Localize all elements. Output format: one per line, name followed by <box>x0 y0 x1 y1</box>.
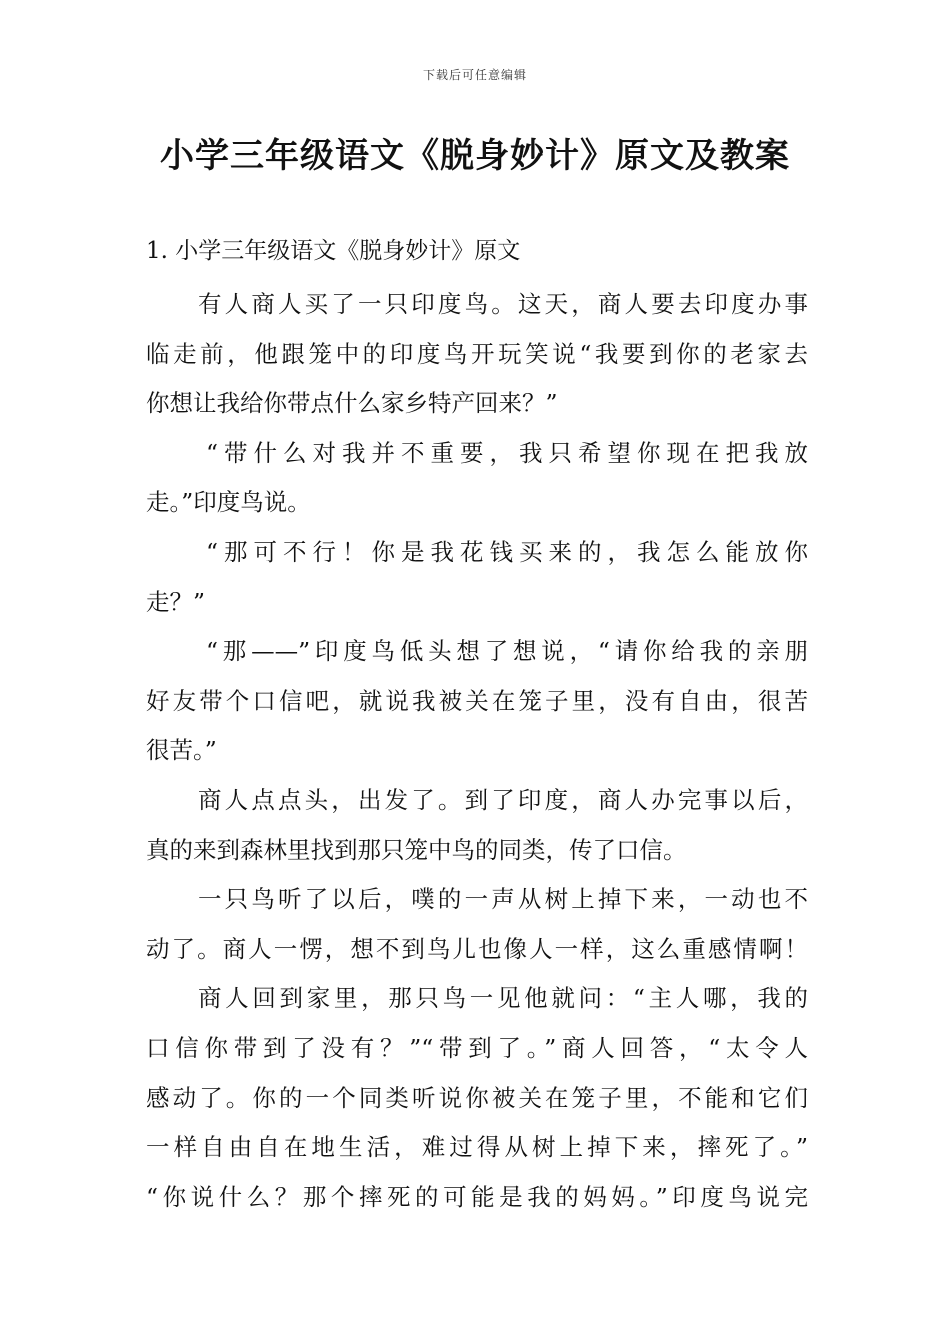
text-line: 商人点点头，出发了。到了印度，商人办完事以后， <box>198 785 808 814</box>
text-line: 一样自由自在地生活，难过得从树上掉下来，摔死了。” <box>146 1133 808 1162</box>
text-line: “带什么对我并不重要，我只希望你现在把我放 <box>206 438 808 467</box>
text-line: 有人商人买了一只印度鸟。这天，商人要去印度办事 <box>198 290 808 318</box>
body-text <box>146 280 808 1222</box>
text-line: 很苦。” <box>146 736 217 765</box>
text-line: 走。”印度鸟说。 <box>146 488 311 517</box>
text-line: 走？” <box>146 587 206 616</box>
text-line: 你想让我给你带点什么家乡特产回来？” <box>146 389 558 418</box>
text-line: 真的来到森林里找到那只笼中鸟的同类，传了口信。 <box>146 835 687 864</box>
text-line: 商人回到家里，那只鸟一见他就问：“主人哪，我的 <box>198 984 808 1013</box>
text-line: “那——”印度鸟低头想了想说，“请你给我的亲朋 <box>206 637 808 666</box>
text-line: 感动了。你的一个同类听说你被关在笼子里，不能和它们 <box>146 1083 808 1112</box>
document-title: 小学三年级语文《脱身妙计》原文及教案 <box>160 136 790 176</box>
text-line: 临走前，他跟笼中的印度鸟开玩笑说“我要到你的老家去 <box>146 339 808 368</box>
text-line: 一只鸟听了以后，噗的一声从树上掉下来，一动也不 <box>198 885 808 914</box>
text-line: 好友带个口信吧，就说我被关在笼子里，没有自由，很苦 <box>146 686 808 715</box>
text-line: 动了。商人一愣，想不到鸟儿也像人一样，这么重感情啊！ <box>146 934 808 963</box>
header-note: 下载后可任意编辑 <box>422 68 527 82</box>
section-heading: 1. 小学三年级语文《脱身妙计》原文 <box>146 238 521 264</box>
text-line: 口信你带到了没有？”“带到了。”商人回答，“太令人 <box>146 1033 808 1062</box>
text-line: “那可不行！你是我花钱买来的，我怎么能放你 <box>206 537 808 566</box>
text-line: “你说什么？那个摔死的可能是我的妈妈。”印度鸟说完 <box>146 1182 808 1211</box>
